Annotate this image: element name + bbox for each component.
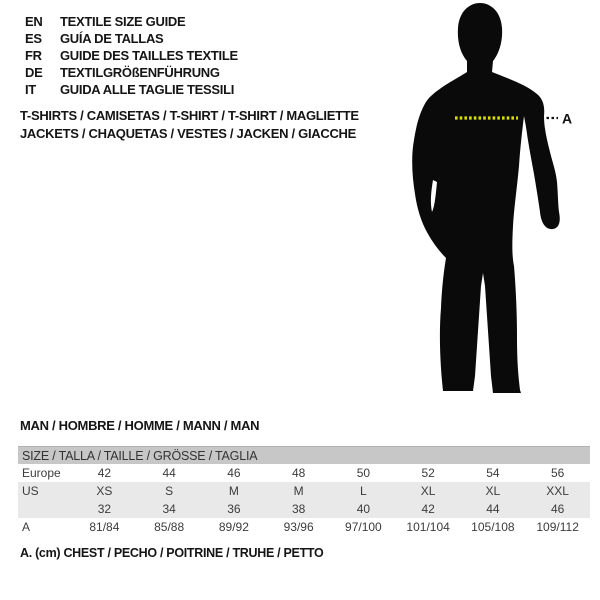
category-tshirts: T-SHIRTS / CAMISETAS / T-SHIRT / T-SHIRT / MAGLIETTE [20, 108, 359, 123]
size-cell: 42 [97, 466, 112, 480]
row-label: Europe [22, 466, 61, 480]
size-table-header: SIZE / TALLA / TAILLE / GRÖSSE / TAGLIA [18, 446, 590, 464]
language-label: GUÍA DE TALLAS [60, 31, 164, 46]
size-cell: 101/104 [406, 520, 450, 534]
row-label: US [22, 484, 39, 498]
size-table-row [18, 464, 590, 482]
size-cell: L [360, 484, 367, 498]
size-cell: 93/96 [283, 520, 314, 534]
size-cell: 81/84 [89, 520, 120, 534]
size-cell: S [165, 484, 174, 498]
size-cell: 34 [162, 502, 176, 516]
size-cell: XXL [546, 484, 569, 498]
language-label: TEXTILGRÖßENFÜHRUNG [60, 65, 220, 80]
language-label: GUIDA ALLE TAGLIE TESSILI [60, 82, 235, 97]
size-cell: 36 [227, 502, 241, 516]
chest-measure-note: A. (cm) CHEST / PECHO / POITRINE / TRUHE / PETTO [20, 546, 324, 560]
language-code: IT [25, 82, 36, 97]
language-row-fr [25, 47, 238, 64]
size-cell: 32 [97, 502, 112, 516]
size-cell: 44 [486, 502, 500, 516]
size-cell: 105/108 [471, 520, 515, 534]
size-cell: XL [485, 484, 501, 498]
size-cell: 44 [162, 466, 176, 480]
language-list [25, 13, 238, 98]
language-code: FR [25, 48, 42, 63]
size-cell: 42 [421, 502, 435, 516]
row-label: A [22, 520, 31, 534]
language-row-es [25, 30, 238, 47]
size-cell: 50 [356, 466, 371, 480]
measure-label-a: A [562, 110, 573, 127]
size-cell: 109/112 [536, 520, 579, 534]
language-row-de [25, 64, 238, 81]
size-table-row [18, 518, 590, 536]
language-row-it [25, 81, 238, 98]
size-cell: M [293, 484, 304, 498]
category-jackets: JACKETS / CHAQUETAS / VESTES / JACKEN / GIACCHE [20, 126, 356, 141]
size-cell: 40 [356, 502, 371, 516]
language-code: EN [25, 14, 43, 29]
size-cell: XS [96, 484, 113, 498]
category-lines [20, 107, 359, 143]
size-cell: 54 [486, 466, 500, 480]
size-cell: 85/88 [154, 520, 185, 534]
language-row-en [25, 13, 238, 30]
size-cell: 46 [227, 466, 241, 480]
size-cell: 46 [550, 502, 565, 516]
language-label: TEXTILE SIZE GUIDE [60, 14, 186, 29]
row-label [18, 500, 72, 518]
language-label: GUIDE DES TAILLES TEXTILE [60, 48, 238, 63]
size-cell: 38 [291, 502, 306, 516]
size-table-row [18, 500, 590, 518]
size-cell: 56 [550, 466, 565, 480]
section-title-man: MAN / HOMBRE / HOMME / MANN / MAN [20, 418, 260, 433]
size-table-rows [18, 464, 590, 536]
size-cell: 52 [421, 466, 435, 480]
language-code: ES [25, 31, 42, 46]
size-cell: XL [420, 484, 436, 498]
language-code: DE [25, 65, 43, 80]
male-silhouette-figure [395, 0, 590, 400]
size-cell: 89/92 [218, 520, 249, 534]
size-cell: 97/100 [345, 520, 382, 534]
size-table-row [18, 482, 590, 500]
size-cell: M [228, 484, 239, 498]
size-table [18, 446, 590, 536]
size-cell: 48 [291, 466, 306, 480]
